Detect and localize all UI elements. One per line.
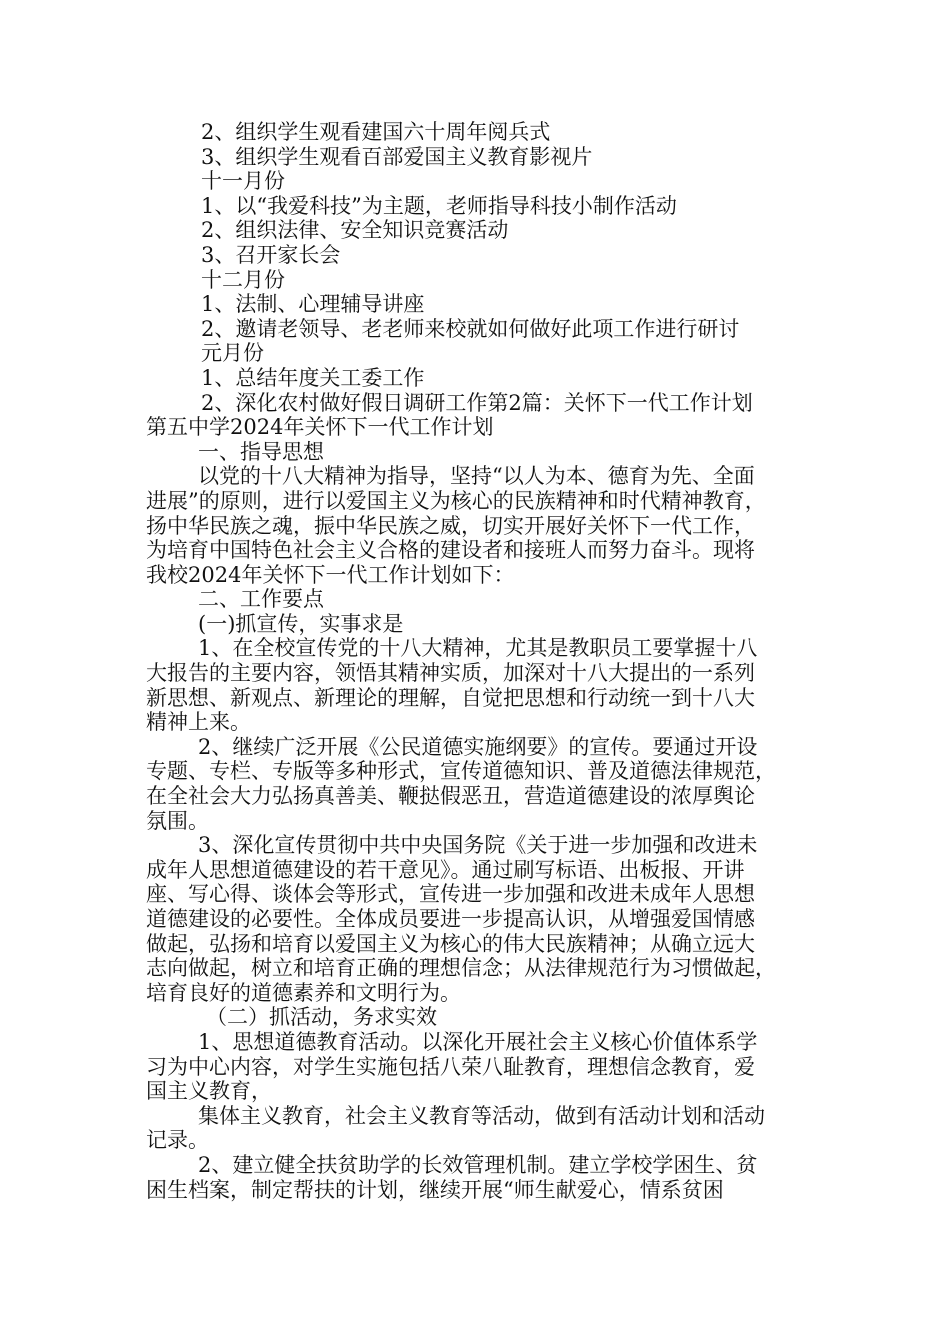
text-line: 志向做起，树立和培育正确的理想信念；从法律规范行为习惯做起，: [146, 956, 776, 981]
text-line: 道德建设的必要性。全体成员要进一步提高认识，从增强爱国情感: [146, 907, 755, 931]
text-line: 做起，弘扬和培育以爱国主义为核心的伟大民族精神；从确立远大: [146, 931, 755, 956]
text-line: 大报告的主要内容，领悟其精神实质，加深对十八大提出的一系列: [146, 661, 755, 686]
text-line: 氛围。: [146, 808, 209, 833]
text-line: (一)抓宣传，实事求是: [198, 611, 404, 636]
text-line: 进展”的原则，进行以爱国主义为核心的民族精神和时代精神教育，: [146, 488, 766, 513]
text-line: 2、邀请老领导、老老师来校就如何做好此项工作进行研讨: [201, 316, 740, 341]
text-line: 精神上来。: [146, 710, 251, 735]
document-body: [146, 120, 810, 1202]
text-line: 1、在全校宣传党的十八大精神，尤其是教职员工要掌握十八: [198, 636, 758, 661]
text-line: 2、建立健全扶贫助学的长效管理机制。建立学校学困生、贫: [198, 1152, 758, 1177]
text-line: 我校2024年关怀下一代工作计划如下：: [146, 562, 515, 587]
text-line: 2、深化农村做好假日调研工作第2篇：关怀下一代工作计划: [201, 390, 753, 415]
text-line: 1、法制、心理辅导讲座: [201, 292, 425, 317]
text-line: 2、组织学生观看建国六十周年阅兵式: [201, 120, 551, 144]
text-line: 座、写心得、谈体会等形式，宣传进一步加强和改进未成年人思想: [146, 882, 755, 907]
text-line: 扬中华民族之魂，振中华民族之威，切实开展好关怀下一代工作，: [146, 513, 755, 538]
text-line: 培育良好的道德素养和文明行为。: [146, 980, 461, 1005]
text-line: 在全社会大力弘扬真善美、鞭挞假恶丑，营造道德建设的浓厚舆论: [146, 784, 755, 809]
text-line: 1、以“我爱科技”为主题，老师指导科技小制作活动: [201, 193, 677, 218]
text-line: 3、深化宣传贯彻中共中央国务院《关于进一步加强和改进未: [198, 833, 758, 858]
text-line: 为培育中国特色社会主义合格的建设者和接班人而努力奋斗。现将: [146, 538, 755, 563]
text-line: 专题、专栏、专版等多种形式，宣传道德知识、普及道德法律规范，: [146, 759, 776, 784]
text-line: 3、组织学生观看百部爱国主义教育影视片: [201, 144, 593, 169]
text-line: 2、组织法律、安全知识竞赛活动: [201, 218, 509, 243]
text-line: （二）抓活动，务求实效: [206, 1005, 437, 1030]
text-line: 国主义教育，: [146, 1079, 272, 1104]
text-line: 新思想、新观点、新理论的理解，自觉把思想和行动统一到十八大: [146, 685, 755, 710]
text-line: 集体主义教育，社会主义教育等活动，做到有活动计划和活动: [198, 1103, 765, 1128]
text-line: 十一月份: [201, 169, 285, 194]
text-line: 2、继续广泛开展《公民道德实施纲要》的宣传。要通过开设: [198, 734, 758, 759]
text-line: 记录。: [146, 1128, 209, 1153]
text-line: 1、思想道德教育活动。以深化开展社会主义核心价值体系学: [198, 1029, 758, 1054]
text-line: 元月份: [201, 341, 264, 366]
text-line: 以党的十八大精神为指导，坚持“以人为本、德育为先、全面: [198, 464, 755, 489]
text-line: 成年人思想道德建设的若干意见》。通过刷写标语、出板报、开讲: [146, 857, 745, 882]
text-line: 困生档案，制定帮扶的计划，继续开展“师生献爱心，情系贫困: [146, 1177, 724, 1202]
text-line: 3、召开家长会: [201, 242, 341, 267]
text-line: 二、工作要点: [198, 587, 324, 612]
text-line: 十二月份: [201, 267, 285, 292]
text-line: 一、指导思想: [198, 439, 324, 464]
text-line: 习为中心内容，对学生实施包括八荣八耻教育，理想信念教育，爱: [146, 1054, 755, 1079]
text-line: 1、总结年度关工委工作: [201, 365, 425, 390]
text-line: 第五中学2024年关怀下一代工作计划: [146, 415, 494, 440]
